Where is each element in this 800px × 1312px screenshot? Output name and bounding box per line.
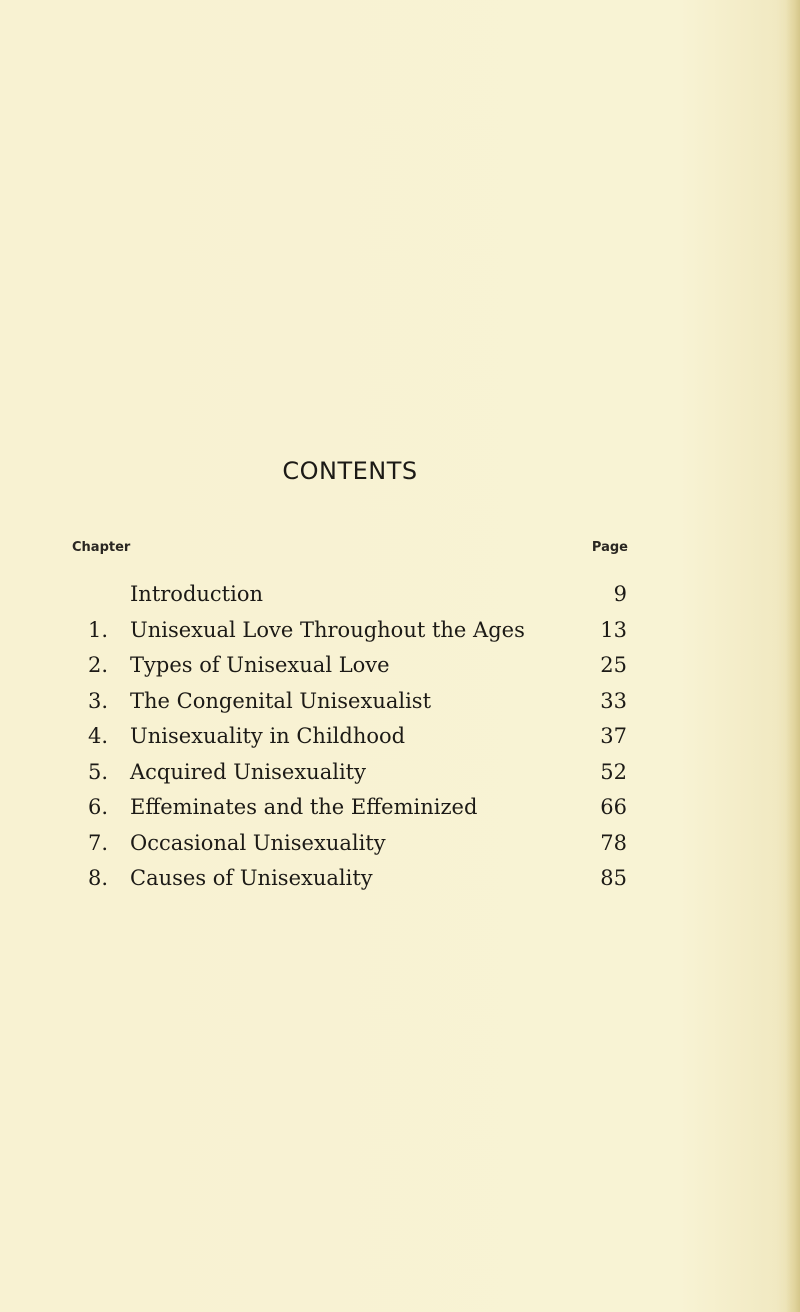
- chapter-title: The Congenital Unisexualist: [130, 688, 432, 713]
- chapter-title: Causes of Unisexuality: [130, 866, 373, 890]
- toc-entry: [0, 689, 800, 725]
- page-column-header: Page: [591, 540, 628, 555]
- page-number: 9: [613, 582, 627, 606]
- page-number: 13: [600, 617, 627, 642]
- contents-heading: CONTENTS: [282, 457, 418, 485]
- chapter-number: 6.: [88, 795, 109, 819]
- page-number: 25: [600, 653, 627, 677]
- chapter-title: Occasional Unisexuality: [130, 830, 386, 855]
- toc-entry: [0, 653, 800, 689]
- toc-entry: [0, 760, 800, 796]
- chapter-title: Unisexuality in Childhood: [130, 724, 406, 748]
- table-of-contents: [0, 582, 800, 902]
- chapter-number: 8.: [88, 866, 109, 890]
- chapter-number: 7.: [88, 830, 109, 855]
- toc-entry: [0, 866, 800, 902]
- chapter-title: Types of Unisexual Love: [130, 653, 390, 677]
- toc-entry: [0, 831, 800, 867]
- chapter-number: 4.: [88, 724, 109, 748]
- toc-entry: [0, 618, 800, 654]
- toc-entry: [0, 795, 800, 831]
- chapter-number: 2.: [88, 653, 109, 677]
- chapter-column-header: Chapter: [72, 540, 131, 555]
- chapter-number: 5.: [88, 759, 109, 784]
- chapter-title: Unisexual Love Throughout the Ages: [130, 617, 525, 642]
- page-number: 85: [600, 866, 627, 890]
- toc-entry: [0, 724, 800, 760]
- page-number: 52: [600, 759, 627, 784]
- chapter-number: 3.: [88, 688, 109, 713]
- chapter-title: Acquired Unisexuality: [130, 759, 366, 784]
- chapter-title: Effeminates and the Effeminized: [130, 795, 478, 819]
- toc-entry: [0, 582, 800, 618]
- chapter-number: 1.: [88, 617, 109, 642]
- page-number: 66: [600, 795, 627, 819]
- page-number: 33: [600, 688, 627, 713]
- page-number: 37: [600, 724, 627, 748]
- page-number: 78: [600, 830, 627, 855]
- chapter-title: Introduction: [130, 582, 263, 606]
